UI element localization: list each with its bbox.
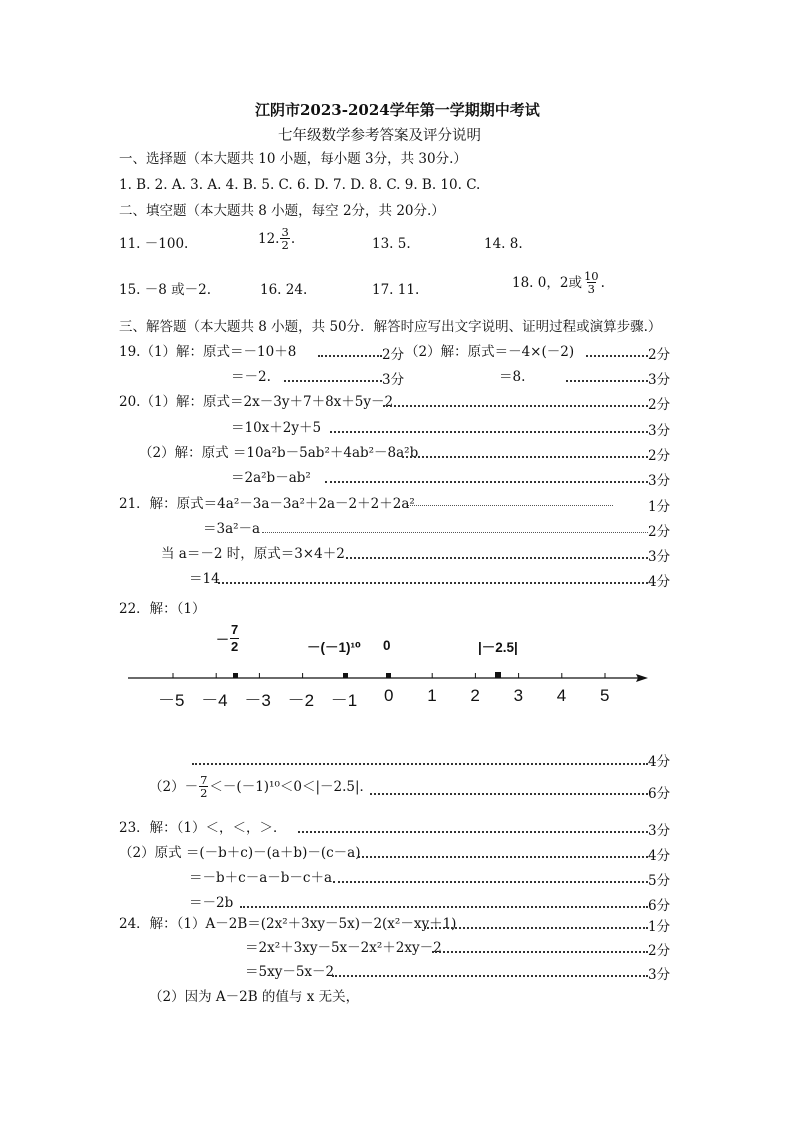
tick-label: 4 — [556, 686, 567, 705]
q22-score1: 4分 — [648, 754, 671, 770]
leader-dots — [298, 831, 648, 833]
tick-label: －4 — [201, 691, 228, 710]
q20-line3: （2）解：原式 ＝10a²b－5ab²＋4ab²－8a²b — [139, 445, 419, 461]
section1-answers: 1. B. 2. A. 3. A. 4. B. 5. C. 6. D. 7. D. 8. C. 9. B. 10. C. — [119, 177, 481, 193]
q20-line4: ＝2a²b－ab² — [231, 470, 311, 486]
q23-line2: （2）原式 ＝(－b＋c)－(a＋b)－(c－a) — [119, 845, 361, 861]
answer-11: 11. －100. — [119, 236, 189, 252]
q23-line3: ＝－b＋c－a－b－c＋a — [189, 870, 333, 886]
tick-label: 0 — [384, 686, 394, 705]
label-zero: 0 — [383, 638, 391, 653]
section3-heading: 三、解答题（本大题共 8 小题，共 50分．解答时应写出文字说明、证明过程或演算步骤.） — [119, 319, 662, 335]
q21-score4: 4分 — [648, 574, 671, 590]
tick-label: 1 — [427, 686, 437, 705]
label-neg-pow: －(－1)¹⁰ — [307, 640, 361, 655]
tick-label: －5 — [158, 691, 185, 710]
point-neg-pow — [343, 673, 348, 678]
q24-line4: （2）因为 A－2B 的值与 x 无关， — [149, 989, 360, 1005]
answer-12-label: 12. — [258, 230, 280, 247]
answer-16: 16. 24. — [260, 282, 308, 298]
leader-dots — [424, 927, 648, 929]
answer-12-fraction: 3 2 — [281, 225, 289, 252]
document-title: 江阴市2023-2024学年第一学期期中考试 — [255, 101, 540, 119]
label-frac: 7 2 — [231, 622, 239, 654]
q21-line1: 21．解：原式＝4a²－3a－3a²＋2a－2＋2＋2a² — [119, 496, 415, 512]
label-frac-sign: － — [216, 632, 230, 647]
q22-line1: 22．解：（1） — [119, 601, 206, 617]
q19-line1b: （2）解：原式＝－4×(－2) — [405, 344, 575, 360]
tick-label: －1 — [330, 691, 358, 710]
label-abs: |－2.5| — [478, 640, 518, 655]
q24-score1: 1分 — [648, 919, 671, 935]
q24-line2: ＝2x²＋3xy－5x－2x²＋2xy－2 — [245, 940, 442, 956]
q21-score1: 1分 — [648, 499, 671, 515]
leader-dots — [333, 881, 648, 883]
q21-line4: ＝14 — [189, 571, 220, 587]
q23-score3: 5分 — [648, 873, 671, 889]
leader-dots — [358, 856, 648, 858]
q22-line2-post: ＜－(－1)¹⁰＜0＜|－2.5|． — [209, 778, 374, 795]
q23-line4: ＝－2b — [189, 895, 234, 911]
answer-18-fraction: 10 3 — [583, 269, 599, 296]
q20-score4: 3分 — [648, 473, 671, 489]
q19-line1a: 19.（1）解：原式＝－10＋8 — [119, 344, 297, 360]
q23-score2: 4分 — [648, 848, 671, 864]
q21-line2: ＝3a²－a — [203, 521, 261, 537]
q19-score2b: 3分 — [648, 372, 671, 388]
q19-score2a: 3分 — [382, 372, 405, 388]
point-abs — [495, 672, 501, 678]
q20-score2: 3分 — [648, 423, 671, 439]
answer-15: 15. －8 或－2. — [119, 282, 212, 298]
section2-heading: 二、填空题（本大题共 8 小题，每空 2分，共 20分.） — [119, 203, 445, 219]
q20-line2: ＝10x＋2y＋5 — [231, 420, 322, 436]
q24-line1: 24．解：（1）A－2B＝(2x²＋3xy－5x)－2(x²－xy＋1) — [119, 916, 457, 932]
q22-line2-pre: （2）－ — [149, 778, 199, 795]
section1-heading: 一、选择题（本大题共 10 小题，每小题 3分，共 30分.） — [119, 151, 467, 167]
answer-13: 13. 5. — [372, 236, 411, 252]
q22-line2-fraction: 7 2 — [200, 773, 208, 800]
q23-line1: 23．解：（1）＜，＜，＞． — [119, 820, 287, 836]
q23-score1: 3分 — [648, 823, 671, 839]
document-subtitle: 七年级数学参考答案及评分说明 — [278, 128, 481, 144]
leader-dots — [432, 951, 648, 953]
answer-14: 14. 8. — [484, 236, 523, 252]
tick-label: 3 — [513, 686, 524, 705]
tick-label: －2 — [287, 691, 315, 710]
leader-dots — [240, 906, 648, 908]
tick-label: 2 — [470, 686, 480, 705]
q24-score2: 2分 — [648, 943, 671, 959]
point-neg-seven-halves — [233, 673, 238, 678]
q22-score2: 6分 — [648, 786, 671, 802]
answer-18-label: 18. 0，2或 — [512, 274, 582, 291]
leader-dots — [192, 763, 648, 765]
q19-score1b: 2分 — [648, 347, 671, 363]
answer-18-period: . — [600, 274, 605, 291]
q19-line2a: ＝－2. — [231, 369, 271, 385]
q20-line1: 20.（1）解：原式＝2x－3y＋7＋8x＋5y－2 — [119, 394, 394, 410]
q22-line2 — [149, 774, 373, 799]
q24-line3: ＝5xy－5x－2 — [245, 964, 335, 980]
answer-17: 17. 11. — [372, 282, 420, 298]
leader-dots — [370, 793, 648, 795]
q20-score3: 2分 — [648, 448, 671, 464]
q21-line3: 当 a＝－2 时，原式＝3×4＋2 — [161, 546, 345, 562]
q19-line2b: ＝8. — [499, 369, 526, 385]
point-zero — [386, 673, 391, 678]
leader-dots — [332, 975, 648, 977]
q21-score3: 3分 — [648, 549, 671, 565]
q20-score1: 2分 — [648, 397, 671, 413]
tick-label: 5 — [600, 686, 610, 705]
q19-score1a: 2分 — [382, 347, 405, 363]
q23-score4: 6分 — [648, 898, 671, 914]
answer-12-period: . — [290, 230, 296, 247]
q24-score3: 3分 — [648, 967, 671, 983]
q21-score2: 2分 — [648, 524, 671, 540]
tick-label: －3 — [244, 691, 271, 710]
